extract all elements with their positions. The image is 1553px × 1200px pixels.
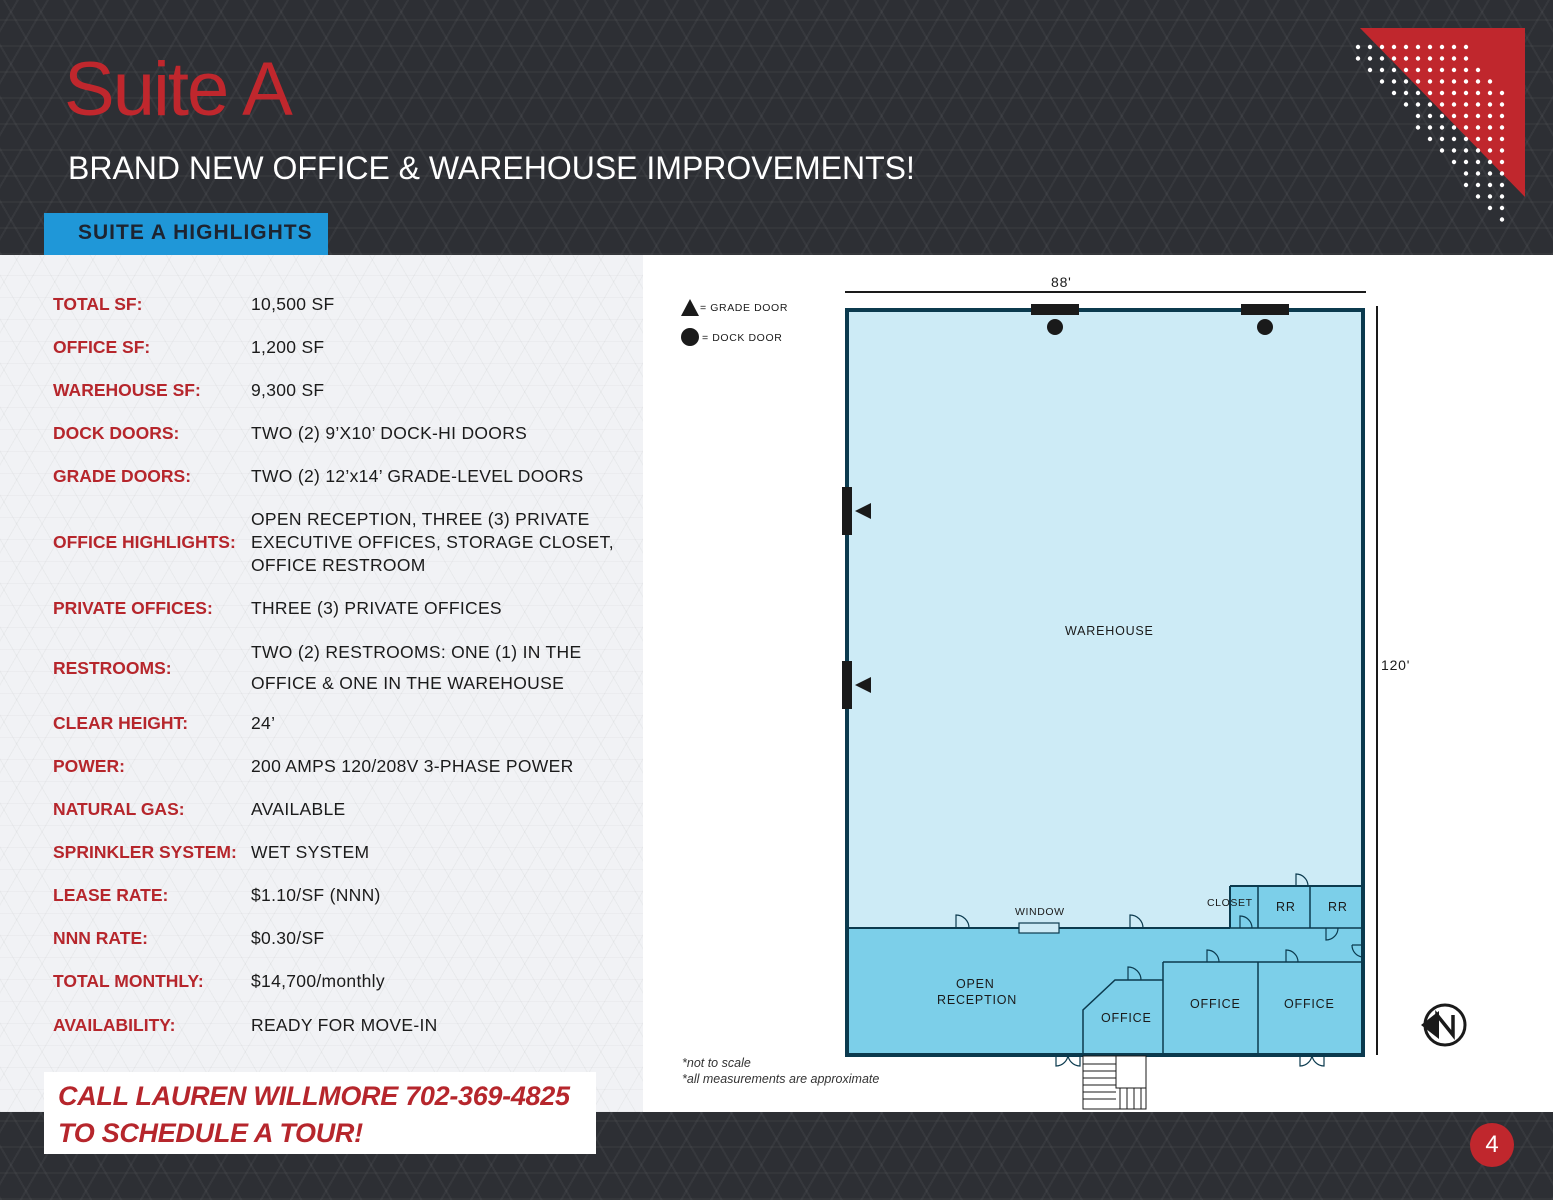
spec-label: LEASE RATE: (53, 885, 169, 905)
spec-label: POWER: (53, 756, 125, 776)
dock-door-1 (1031, 304, 1079, 315)
width-dimension-label: 88' (1051, 274, 1072, 290)
spec-row-total-monthly (53, 970, 633, 993)
spec-row-grade-doors (53, 465, 633, 488)
spec-row-total-sf (53, 293, 633, 316)
spec-value: 10,500 SF (251, 294, 335, 314)
corner-triangle-dots-decoration (1330, 25, 1530, 225)
dock-door-legend-icon (681, 328, 699, 346)
spec-label: TOTAL SF: (53, 294, 143, 314)
grade-door-2 (842, 661, 852, 709)
page-subtitle: BRAND NEW OFFICE & WAREHOUSE IMPROVEMENTS! (68, 150, 915, 186)
spec-row-dock-doors (53, 422, 633, 445)
spec-value: TWO (2) 12’x14’ GRADE-LEVEL DOORS (251, 466, 584, 486)
spec-value: WET SYSTEM (251, 842, 370, 862)
cta-line-tour: TO SCHEDULE A TOUR! (58, 1118, 363, 1148)
spec-label: RESTROOMS: (53, 657, 172, 678)
spec-row-sprinkler-system (53, 841, 633, 864)
spec-label: DOCK DOORS: (53, 423, 180, 443)
spec-value: 9,300 SF (251, 380, 325, 400)
spec-row-private-offices (53, 597, 633, 620)
floorplan-diagram (643, 255, 1553, 1112)
room-label-warehouse: WAREHOUSE (1065, 624, 1154, 638)
spec-row-warehouse-sf (53, 379, 633, 402)
room-label-office: OFFICE (1284, 997, 1335, 1011)
room-label-rr: RR (1276, 900, 1296, 914)
room-label-office: OFFICE (1101, 1011, 1152, 1025)
legend-dock-label: = DOCK DOOR (702, 332, 783, 344)
spec-row-office-highlights (53, 508, 633, 577)
window-marker (1019, 923, 1059, 933)
spec-label: TOTAL MONTHLY: (53, 971, 204, 991)
spec-label: SPRINKLER SYSTEM: (53, 842, 237, 862)
spec-label: NNN RATE: (53, 928, 148, 948)
legend-grade-label: = GRADE DOOR (700, 302, 789, 314)
spec-value: TWO (2) RESTROOMS: ONE (1) IN THE OFFICE & ONE IN THE WAREHOUSE (251, 642, 582, 693)
spec-row-natural-gas (53, 798, 633, 821)
spec-row-nnn-rate (53, 927, 633, 950)
spec-row-availability (53, 1014, 633, 1037)
spec-value: $1.10/SF (NNN) (251, 885, 381, 905)
spec-label: PRIVATE OFFICES: (53, 598, 213, 618)
header-band (0, 0, 1553, 255)
dock-door-2 (1241, 304, 1289, 315)
spec-label: OFFICE SF: (53, 337, 151, 357)
spec-value: 1,200 SF (251, 337, 325, 357)
spec-label: AVAILABILITY: (53, 1015, 176, 1035)
height-dimension-label: 120' (1381, 657, 1411, 673)
highlights-tab: SUITE A HIGHLIGHTS (44, 213, 328, 255)
spec-value: AVAILABLE (251, 799, 346, 819)
spec-label: NATURAL GAS: (53, 799, 185, 819)
spec-value: 200 AMPS 120/208V 3-PHASE POWER (251, 756, 574, 776)
spec-value: OPEN RECEPTION, THREE (3) PRIVATE EXECUTIVE OFFICES, STORAGE CLOSET, OFFICE RESTROOM (251, 509, 614, 575)
exterior-stairs (1083, 1056, 1146, 1109)
dock-door-icon (1047, 319, 1063, 335)
spec-row-lease-rate (53, 884, 633, 907)
spec-value: 24’ (251, 713, 276, 733)
grade-door-legend-icon (681, 299, 699, 316)
spec-value: READY FOR MOVE-IN (251, 1015, 438, 1035)
floorplan-panel (643, 255, 1553, 1112)
spec-label: CLEAR HEIGHT: (53, 713, 189, 733)
room-label-office: OFFICE (1190, 997, 1241, 1011)
room-label-rr: RR (1328, 900, 1348, 914)
warehouse-area (848, 311, 1362, 928)
spec-row-power (53, 755, 633, 778)
room-label-reception: RECEPTION (937, 993, 1018, 1007)
page-number-badge: 4 (1470, 1123, 1514, 1167)
room-label-reception: OPEN (956, 977, 995, 991)
note-approximate: *all measurements are approximate (682, 1072, 880, 1086)
spec-value: THREE (3) PRIVATE OFFICES (251, 598, 502, 618)
call-to-action (44, 1072, 596, 1154)
spec-value: $14,700/monthly (251, 971, 385, 991)
office-area (848, 928, 1362, 1054)
spec-label: GRADE DOORS: (53, 466, 192, 486)
spec-row-clear-height (53, 712, 633, 735)
spec-value: $0.30/SF (251, 928, 325, 948)
grade-door-1 (842, 487, 852, 535)
spec-label: WAREHOUSE SF: (53, 380, 201, 400)
dock-door-icon (1257, 319, 1273, 335)
spec-value: TWO (2) 9’X10’ DOCK-HI DOORS (251, 423, 528, 443)
cta-line-phone: CALL LAUREN WILLMORE 702-369-4825 (58, 1081, 570, 1111)
note-not-to-scale: *not to scale (682, 1056, 751, 1070)
spec-label: OFFICE HIGHLIGHTS: (53, 532, 236, 552)
spec-row-restrooms (53, 637, 633, 699)
page-title: Suite A (64, 47, 291, 132)
north-arrow-icon (1421, 1005, 1465, 1045)
room-label-closet: CLOSET (1207, 897, 1253, 909)
room-label-window: WINDOW (1015, 906, 1065, 918)
spec-row-office-sf (53, 336, 633, 359)
